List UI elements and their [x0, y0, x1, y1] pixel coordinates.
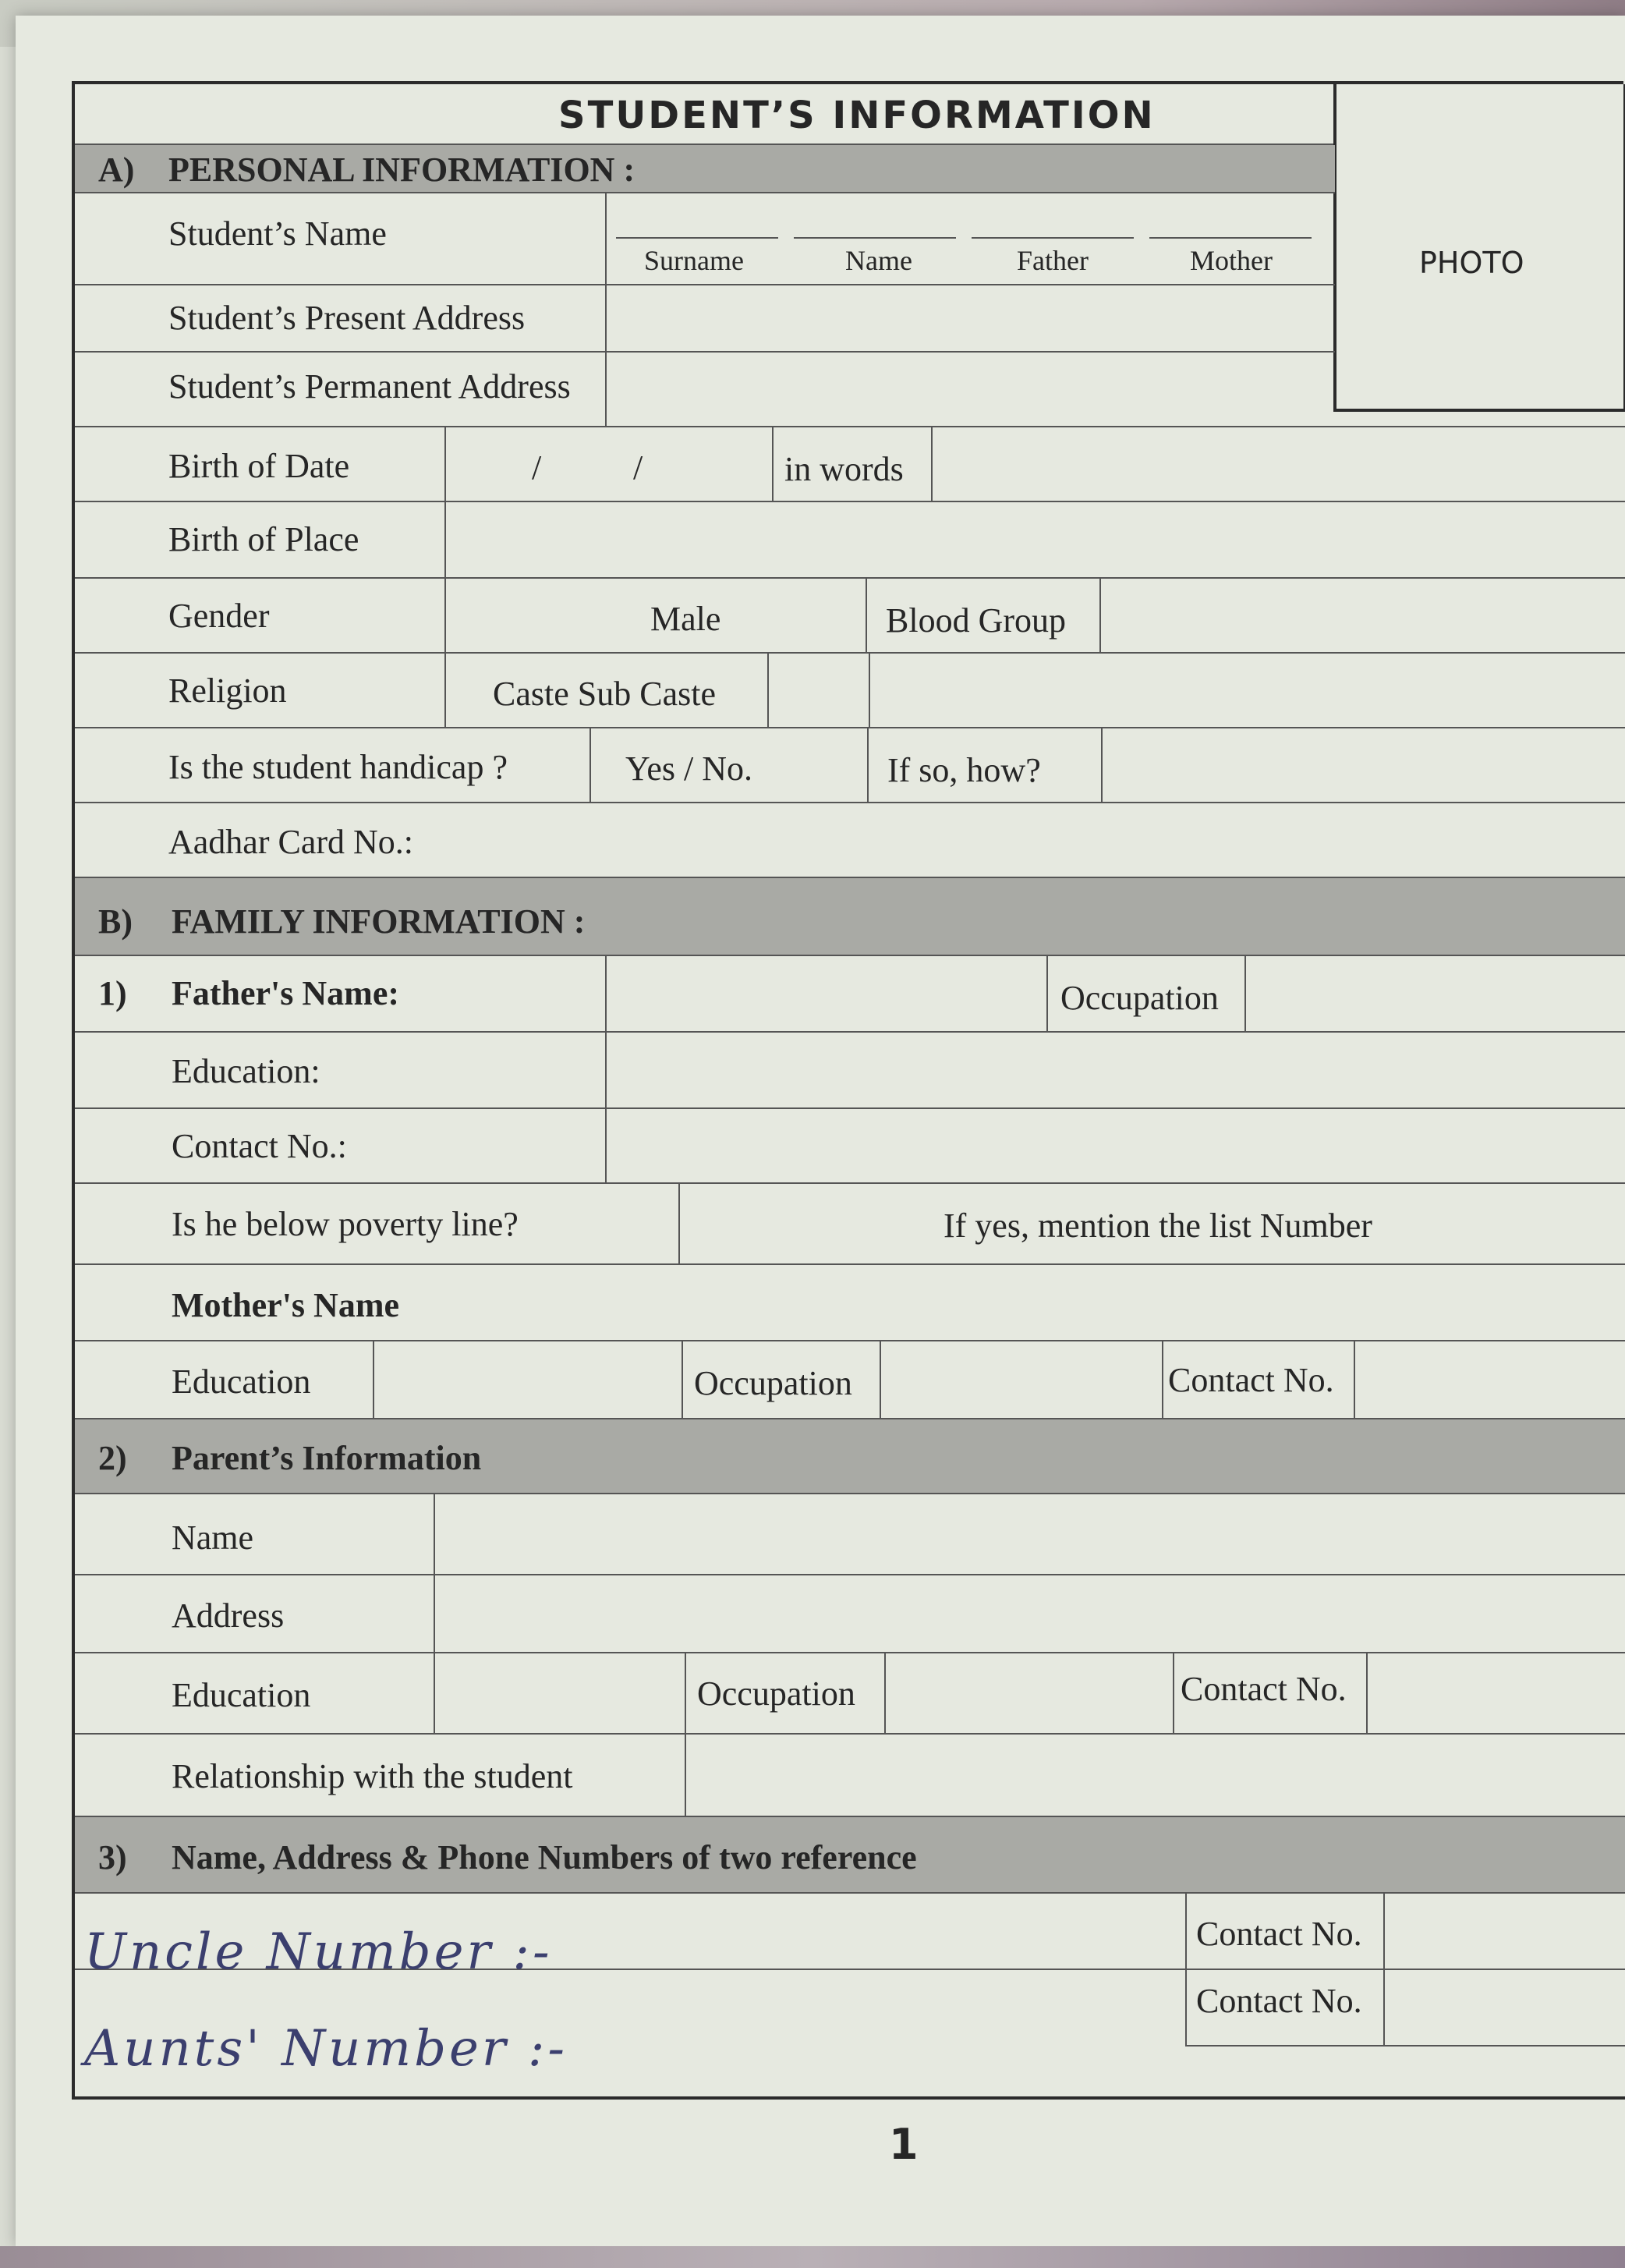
- references-heading: Name, Address & Phone Numbers of two reference: [172, 1838, 917, 1876]
- student-name-row: [75, 193, 1335, 285]
- parent-education-label: Education: [172, 1676, 311, 1714]
- parent-occupation-field[interactable]: [884, 1653, 1173, 1733]
- blood-group-label: Blood Group: [886, 601, 1066, 640]
- parent-address-label: Address: [172, 1596, 285, 1635]
- reference-2-contact-label: Contact No.: [1196, 1982, 1362, 2020]
- sub-caste-field[interactable]: [869, 654, 1625, 727]
- mother-name-row[interactable]: [75, 1265, 1625, 1341]
- present-address-label: Student’s Present Address: [168, 299, 526, 337]
- poverty-label: Is he below poverty line?: [172, 1205, 519, 1243]
- date-separator: /: [532, 448, 542, 487]
- gender-field[interactable]: [444, 579, 866, 652]
- parent-name-label: Name: [172, 1518, 254, 1557]
- parent-contact-label-cell: [1173, 1653, 1366, 1733]
- parent-occupation-label: Occupation: [697, 1674, 855, 1713]
- reference-1-contact-label: Contact No.: [1196, 1915, 1362, 1953]
- relationship-row: [75, 1735, 1625, 1817]
- student-name-label: Student’s Name: [168, 214, 387, 253]
- parent-address-row: [75, 1575, 1625, 1653]
- section-b-heading: FAMILY INFORMATION :: [172, 902, 586, 941]
- yes-no-label: Yes / No.: [625, 750, 753, 788]
- reference-row-1: [75, 1894, 1625, 1981]
- section-a-header: [75, 145, 1335, 193]
- section-b-header: [75, 878, 1625, 956]
- mother-contact-label: Contact No.: [1168, 1361, 1334, 1399]
- religion-label: Religion: [168, 672, 287, 710]
- mother-contact-label-cell: [1162, 1341, 1354, 1418]
- father-education-row: [75, 1033, 1625, 1109]
- parents-marker: 2): [98, 1439, 127, 1477]
- caste-label: Caste Sub Caste: [493, 675, 716, 713]
- father-education-label: Education:: [172, 1052, 320, 1090]
- surname-line: [616, 237, 778, 239]
- mother-occupation-label: Occupation: [694, 1364, 852, 1402]
- handicap-row: [75, 728, 1625, 803]
- present-address-field[interactable]: [605, 285, 1335, 351]
- parent-contact-label: Contact No.: [1181, 1670, 1347, 1708]
- caste-field[interactable]: [767, 654, 869, 727]
- reference-1-contact-label-cell: [1185, 1894, 1383, 1969]
- if-so-label-cell: [867, 728, 1101, 802]
- father-name-row: [75, 956, 1625, 1033]
- if-so-label: If so, how?: [887, 751, 1041, 789]
- parent-address-field[interactable]: [434, 1575, 1625, 1652]
- poverty-list-label: If yes, mention the list Number: [943, 1207, 1372, 1245]
- section-a-heading: PERSONAL INFORMATION :: [168, 151, 635, 189]
- form-title: STUDENT’S INFORMATION: [558, 94, 1156, 137]
- student-name-field[interactable]: [605, 193, 1335, 284]
- father-contact-field[interactable]: [605, 1109, 1625, 1182]
- father-contact-row: [75, 1109, 1625, 1184]
- father-contact-label: Contact No.:: [172, 1127, 347, 1165]
- background-bottom: [0, 2246, 1625, 2268]
- date-separator: /: [633, 448, 643, 487]
- form-title-row: [75, 84, 1335, 145]
- surname-caption: Surname: [644, 245, 744, 276]
- reference-2-contact-field[interactable]: [1383, 1970, 1625, 2047]
- section-b-marker: B): [98, 902, 133, 941]
- reference-1-handwriting: Uncle Number :-: [84, 1923, 553, 1981]
- birth-date-field[interactable]: [444, 427, 772, 501]
- parent-education-field[interactable]: [434, 1653, 685, 1733]
- gender-label: Gender: [168, 597, 270, 635]
- reference-2-handwriting: Aunts' Number :-: [84, 2020, 568, 2078]
- gender-row: [75, 579, 1625, 654]
- father-occupation-label: Occupation: [1060, 979, 1219, 1017]
- mother-occupation-field[interactable]: [880, 1341, 1162, 1418]
- aadhar-row[interactable]: [75, 803, 1625, 878]
- parent-occupation-label-cell: [685, 1653, 884, 1733]
- mother-caption: Mother: [1190, 245, 1273, 276]
- student-information-form: [72, 81, 1623, 2100]
- birth-place-label: Birth of Place: [168, 520, 359, 558]
- permanent-address-row: [75, 353, 1625, 427]
- parent-contact-field[interactable]: [1366, 1653, 1625, 1733]
- reference-1-field[interactable]: [75, 1894, 1185, 1981]
- parent-education-row: [75, 1653, 1625, 1735]
- parents-heading: Parent’s Information: [172, 1439, 482, 1477]
- birth-place-field[interactable]: [444, 502, 1625, 577]
- photo-label: PHOTO: [1419, 246, 1524, 280]
- blood-group-field[interactable]: [1099, 579, 1625, 652]
- mother-occupation-label-cell: [682, 1341, 880, 1418]
- aadhar-label: Aadhar Card No.:: [168, 823, 414, 861]
- in-words-field[interactable]: [931, 427, 1625, 501]
- birth-date-label: Birth of Date: [168, 447, 350, 485]
- reference-2-field[interactable]: [75, 1970, 1185, 2096]
- father-education-field[interactable]: [605, 1033, 1625, 1107]
- parent-name-row: [75, 1494, 1625, 1575]
- mother-education-field[interactable]: [373, 1341, 682, 1418]
- poverty-field[interactable]: [678, 1184, 1625, 1263]
- father-caption: Father: [1017, 245, 1089, 276]
- poverty-row: [75, 1184, 1625, 1265]
- handicap-label: Is the student handicap ?: [168, 748, 508, 786]
- reference-2-contact-label-cell: [1185, 1970, 1383, 2047]
- father-occupation-label-cell: [1046, 956, 1244, 1031]
- mother-education-row: [75, 1341, 1625, 1419]
- reference-1-contact-field[interactable]: [1383, 1894, 1625, 1969]
- reference-row-2: [75, 1970, 1625, 2100]
- name-line: [794, 237, 956, 239]
- mother-education-label: Education: [172, 1363, 311, 1401]
- gender-male-option: Male: [650, 600, 721, 638]
- present-address-row: [75, 285, 1335, 353]
- references-header: [75, 1817, 1625, 1894]
- religion-field[interactable]: [444, 654, 767, 727]
- father-marker: 1): [98, 974, 127, 1012]
- handicap-yes-no-field[interactable]: [589, 728, 867, 802]
- mother-name-label: Mother's Name: [172, 1286, 400, 1324]
- mother-line: [1149, 237, 1312, 239]
- religion-row: [75, 654, 1625, 728]
- birth-date-row: [75, 427, 1625, 502]
- mother-contact-field[interactable]: [1354, 1341, 1625, 1418]
- blood-group-label-cell: [866, 579, 1099, 652]
- parents-header: [75, 1419, 1625, 1494]
- relationship-label: Relationship with the student: [172, 1757, 573, 1795]
- in-words-label-cell: [772, 427, 931, 501]
- permanent-address-field[interactable]: [605, 353, 1625, 426]
- page-number: 1: [889, 2120, 919, 2169]
- birth-place-row: [75, 502, 1625, 579]
- handicap-details-field[interactable]: [1101, 728, 1625, 802]
- father-name-label: Father's Name:: [172, 974, 400, 1012]
- father-occupation-field[interactable]: [1244, 956, 1625, 1031]
- father-name-field[interactable]: [605, 956, 1046, 1031]
- name-caption: Name: [845, 245, 912, 276]
- parent-name-field[interactable]: [434, 1494, 1625, 1574]
- father-line: [972, 237, 1134, 239]
- section-a-marker: A): [98, 151, 135, 189]
- permanent-address-label: Student’s Permanent Address: [168, 367, 571, 406]
- references-marker: 3): [98, 1838, 127, 1876]
- relationship-field[interactable]: [685, 1735, 1625, 1816]
- in-words-label: in words: [784, 450, 904, 488]
